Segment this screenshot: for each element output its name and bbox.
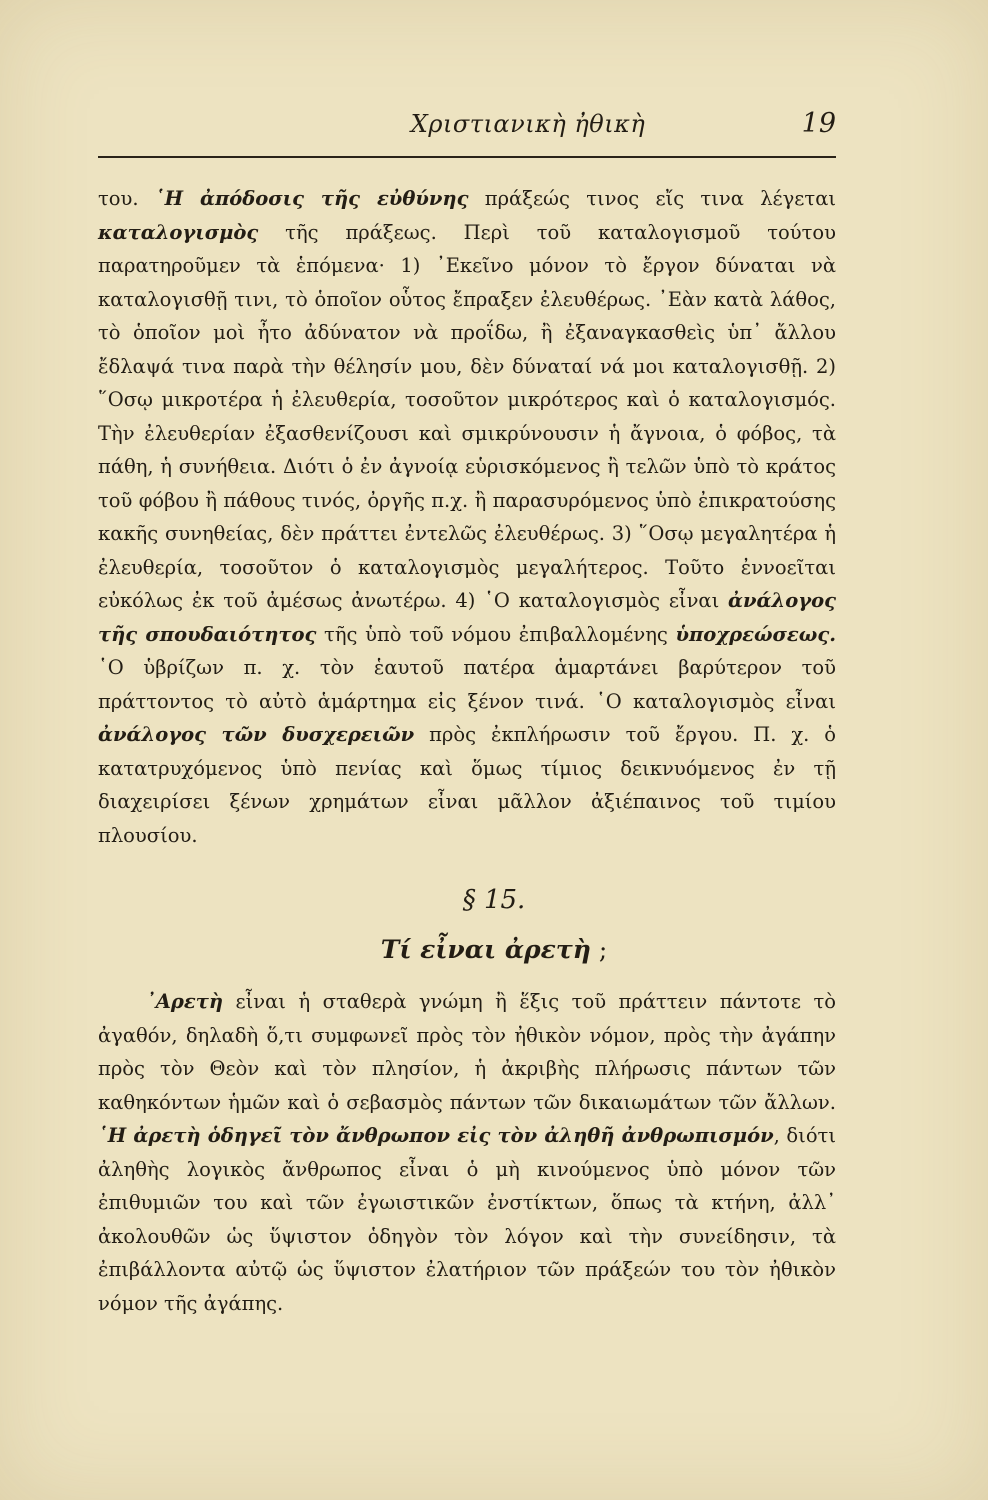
section-title xyxy=(0,935,988,964)
paragraph-imputation xyxy=(98,182,836,852)
bold-term: καταλογισμὸς xyxy=(98,220,259,244)
paragraph-virtue xyxy=(98,985,836,1320)
bold-term: ῾Η ἀρετὴ ὁδηγεῖ τὸν ἄνθρωπον εἰς τὸν ἀληθῆ ἀνθρωπισμόν xyxy=(98,1124,774,1147)
text-run: πρὸς ἐκπλήρωσιν τοῦ ἔργου. Π. χ. ὁ κατατρυχόμενος ὑπὸ πενίας καὶ ὅμως τίμιος δεικνυόμενος ἐν τῇ διαχειρίσει ξένων χρημάτων εἶναι μᾶλλον ἀξιέπαινος τοῦ τιμίου πλουσίου. xyxy=(98,723,837,847)
text-run: τῆς ὑπὸ τοῦ νόμου ἐπιβαλλομένης xyxy=(316,622,676,646)
section-title-text: Τί εἶναι ἀρετὴ xyxy=(380,935,591,964)
page-number: 19 xyxy=(801,108,836,139)
section-number: § 15. xyxy=(462,885,526,915)
header-rule xyxy=(98,156,836,158)
page-header xyxy=(98,110,836,154)
text-run: πράξεώς τινος εἴς τινα λέγεται xyxy=(468,187,837,210)
bold-term: ἀνάλογος τῆς σπουδαιότητος xyxy=(98,589,836,646)
text-run: εἶναι ἡ σταθερὰ γνώμη ἢ ἕξις τοῦ πράττειν πάντοτε τὸ ἀγαθόν, δηλαδὴ ὅ,τι συμφωνεῖ πρὸς τὸν ἠθικὸν νόμον, πρὸς τὴν ἀγάπην πρὸς τὸν Θεὸν καὶ τὸν πλησίον, ἡ ἀκριβὴς πλήρωσις πάντων τῶν καθηκόντων ἡμῶν καὶ ὁ σεβασμὸς πάντων τῶν δικαιωμάτων τῶν ἄλλων. xyxy=(98,990,836,1114)
text-run: , διότι ἀληθὴς λογικὸς ἄνθρωπος εἶναι ὁ μὴ κινούμενος ὑπὸ μόνον τῶν ἐπιθυμιῶν του καὶ τῶν ἐγωιστικῶν ἐνστίκτων, ὅπως τὰ κτήνη, ἀλλ᾿ ἀκολουθῶν ὡς ὕψιστον ὁδηγὸν τὸν λόγον καὶ τὴν συνείδησιν, τὰ ἐπιβάλλοντα αὐτῷ ὡς ὕψιστον ἐλατήριον τῶν πράξεών του τὸν ἠθικὸν νόμον τῆς ἀγάπης. xyxy=(98,1124,836,1315)
text-run: του. xyxy=(98,187,155,210)
bold-term: ὑποχρεώσεως. xyxy=(675,622,836,646)
bold-term: ἀνάλογος τῶν δυσχερειῶν xyxy=(98,723,415,746)
text-run: ῾Ο ὑβρίζων π. χ. τὸν ἑαυτοῦ πατέρα ἁμαρτάνει βαρύτερον τοῦ πράττοντος τὸ αὐτὸ ἁμάρτημα εἰς ξένον τινά. ῾Ο καταλογισμὸς εἶναι xyxy=(98,656,836,713)
section-title-punct: ; xyxy=(590,935,608,964)
bold-term: ᾿Αρετὴ xyxy=(146,990,224,1013)
running-title: Χριστιανικὴ ἠθικὴ xyxy=(410,110,646,138)
bold-term: ῾Η ἀπόδοσις τῆς εὐθύνης xyxy=(154,187,469,210)
text-run: τῆς πράξεως. Περὶ τοῦ καταλογισμοῦ τούτου παρατηροῦμεν τὰ ἑπόμενα· 1) ᾿Εκεῖνο μόνον τὸ ἔργον δύναται νὰ καταλογισθῇ τινι, τὸ ὁποῖον οὗτος ἔπραξεν ἐλευθέρως. ᾿Εὰν κατὰ λάθος, τὸ ὁποῖον μοὶ ἦτο ἀδύνατον νὰ προΐδω, ἢ ἐξαναγκασθεὶς ὑπ᾿ ἄλλου ἔδλαψά τινα παρὰ τὴν θέλησίν μου, δὲν δύναταί νά μοι καταλογισθῇ. 2) ῞Οσῳ μικροτέρα ἡ ἐλευθερία, τοσοῦτον μικρότερος καὶ ὁ καταλογισμός. Τὴν ἐλευθερίαν ἐξασθενίζουσι καὶ σμικρύνουσιν ἡ ἄγνοια, ὁ φόβος, τὰ πάθη, ἡ συνήθεια. Διότι ὁ ἐν ἀγνοίᾳ εὑρισκόμενος ἢ τελῶν ὑπὸ τὸ κράτος τοῦ φόβου ἢ πάθους τινός, ὀργῆς π.χ. ἢ παρασυρόμενος ὑπὸ ἐπικρατούσης κακῆς συνηθείας, δὲν πράττει ἐντελῶς ἐλευθέρως. 3) ῞Οσῳ μεγαλητέρα ἡ ἐλευθερία, τοσοῦτον ὁ καταλογισμὸς μεγαλήτερος. Τοῦτο ἐννοεῖται εὐκόλως ἐκ τοῦ ἀμέσως ἀνωτέρω. 4) ῾Ο καταλογισμὸς εἶναι xyxy=(98,220,836,612)
